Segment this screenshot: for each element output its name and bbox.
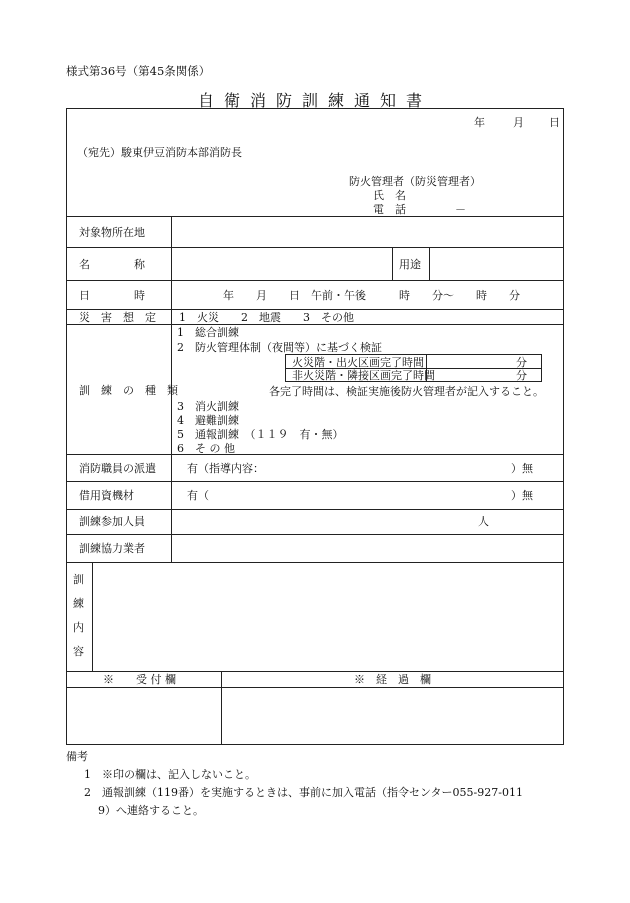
notes-heading: 備考	[66, 750, 88, 763]
dispatch-value: 有（指導内容：	[187, 462, 264, 475]
disaster-value: 1 火災 2 地震 3 その他	[179, 311, 354, 324]
content-label-2: 練	[73, 597, 84, 610]
training-note: 各完了時間は、検証実施後防火管理者が記入すること。	[269, 385, 544, 398]
content-label-1: 訓	[73, 573, 84, 586]
dispatch-label: 消防職員の派遣	[79, 462, 156, 475]
form-frame	[66, 108, 564, 745]
progress-label: ※ 経 過 欄	[354, 673, 431, 686]
date-year: 年	[474, 116, 485, 129]
training-item-6: 6 そ の 他	[177, 442, 235, 455]
training-label: 訓 練 の 種 類	[79, 384, 178, 397]
sub1-unit: 分	[516, 356, 527, 369]
reception-label: ※ 受 付 欄	[103, 673, 176, 686]
note-2b: 9）へ連絡すること。	[98, 804, 204, 817]
participants-label: 訓練参加人員	[79, 515, 145, 528]
training-item-2: 2 防火管理体制（夜間等）に基づく検証	[177, 341, 382, 354]
sub2-unit: 分	[516, 369, 527, 382]
location-label: 対象物所在地	[79, 226, 145, 239]
content-label-4: 容	[73, 645, 84, 658]
partner-label: 訓練協力業者	[79, 542, 145, 555]
training-item-5: 5 通報訓練 （１１９ 有・無）	[177, 428, 344, 441]
date-day: 日	[549, 116, 560, 129]
datetime-label: 日 時	[79, 289, 145, 302]
equipment-end: ）無	[511, 489, 533, 502]
sub2-label: 非火災階・隣接区画完了時間	[292, 369, 435, 382]
equipment-label: 借用資機材	[79, 489, 134, 502]
note-1: 1 ※印の欄は、記入しないこと。	[84, 768, 256, 781]
dispatch-end: ）無	[511, 462, 533, 475]
phone-separator: －	[455, 203, 466, 216]
training-item-4: 4 避難訓練	[177, 414, 239, 427]
note-2a: 2 通報訓練（119番）を実施するときは、事前に加入電話（指令センター055-927-011	[84, 786, 523, 799]
disaster-label: 災 害 想 定	[79, 311, 156, 324]
content-label-3: 内	[73, 621, 84, 634]
form-number: 様式第36号（第45条関係）	[66, 64, 211, 78]
usage-label: 用途	[399, 258, 421, 271]
addressee: （宛先）駿東伊豆消防本部消防長	[77, 146, 242, 159]
training-item-3: 3 消火訓練	[177, 400, 239, 413]
name-label: 名 称	[79, 258, 145, 271]
verification-box	[285, 354, 542, 382]
manager-phone-label: 電 話	[373, 203, 406, 216]
training-item-1: 1 総合訓練	[177, 326, 239, 339]
participants-unit: 人	[478, 515, 489, 528]
form-title: 自衛消防訓練通知書	[197, 91, 432, 110]
manager-role: 防火管理者（防災管理者）	[349, 175, 481, 188]
manager-name-label: 氏 名	[373, 189, 406, 202]
sub1-label: 火災階・出火区画完了時間	[292, 356, 424, 369]
date-month: 月	[513, 116, 524, 129]
equipment-value: 有（	[187, 489, 209, 502]
datetime-value: 年 月 日 午前・午後 時 分～ 時 分	[223, 289, 520, 302]
